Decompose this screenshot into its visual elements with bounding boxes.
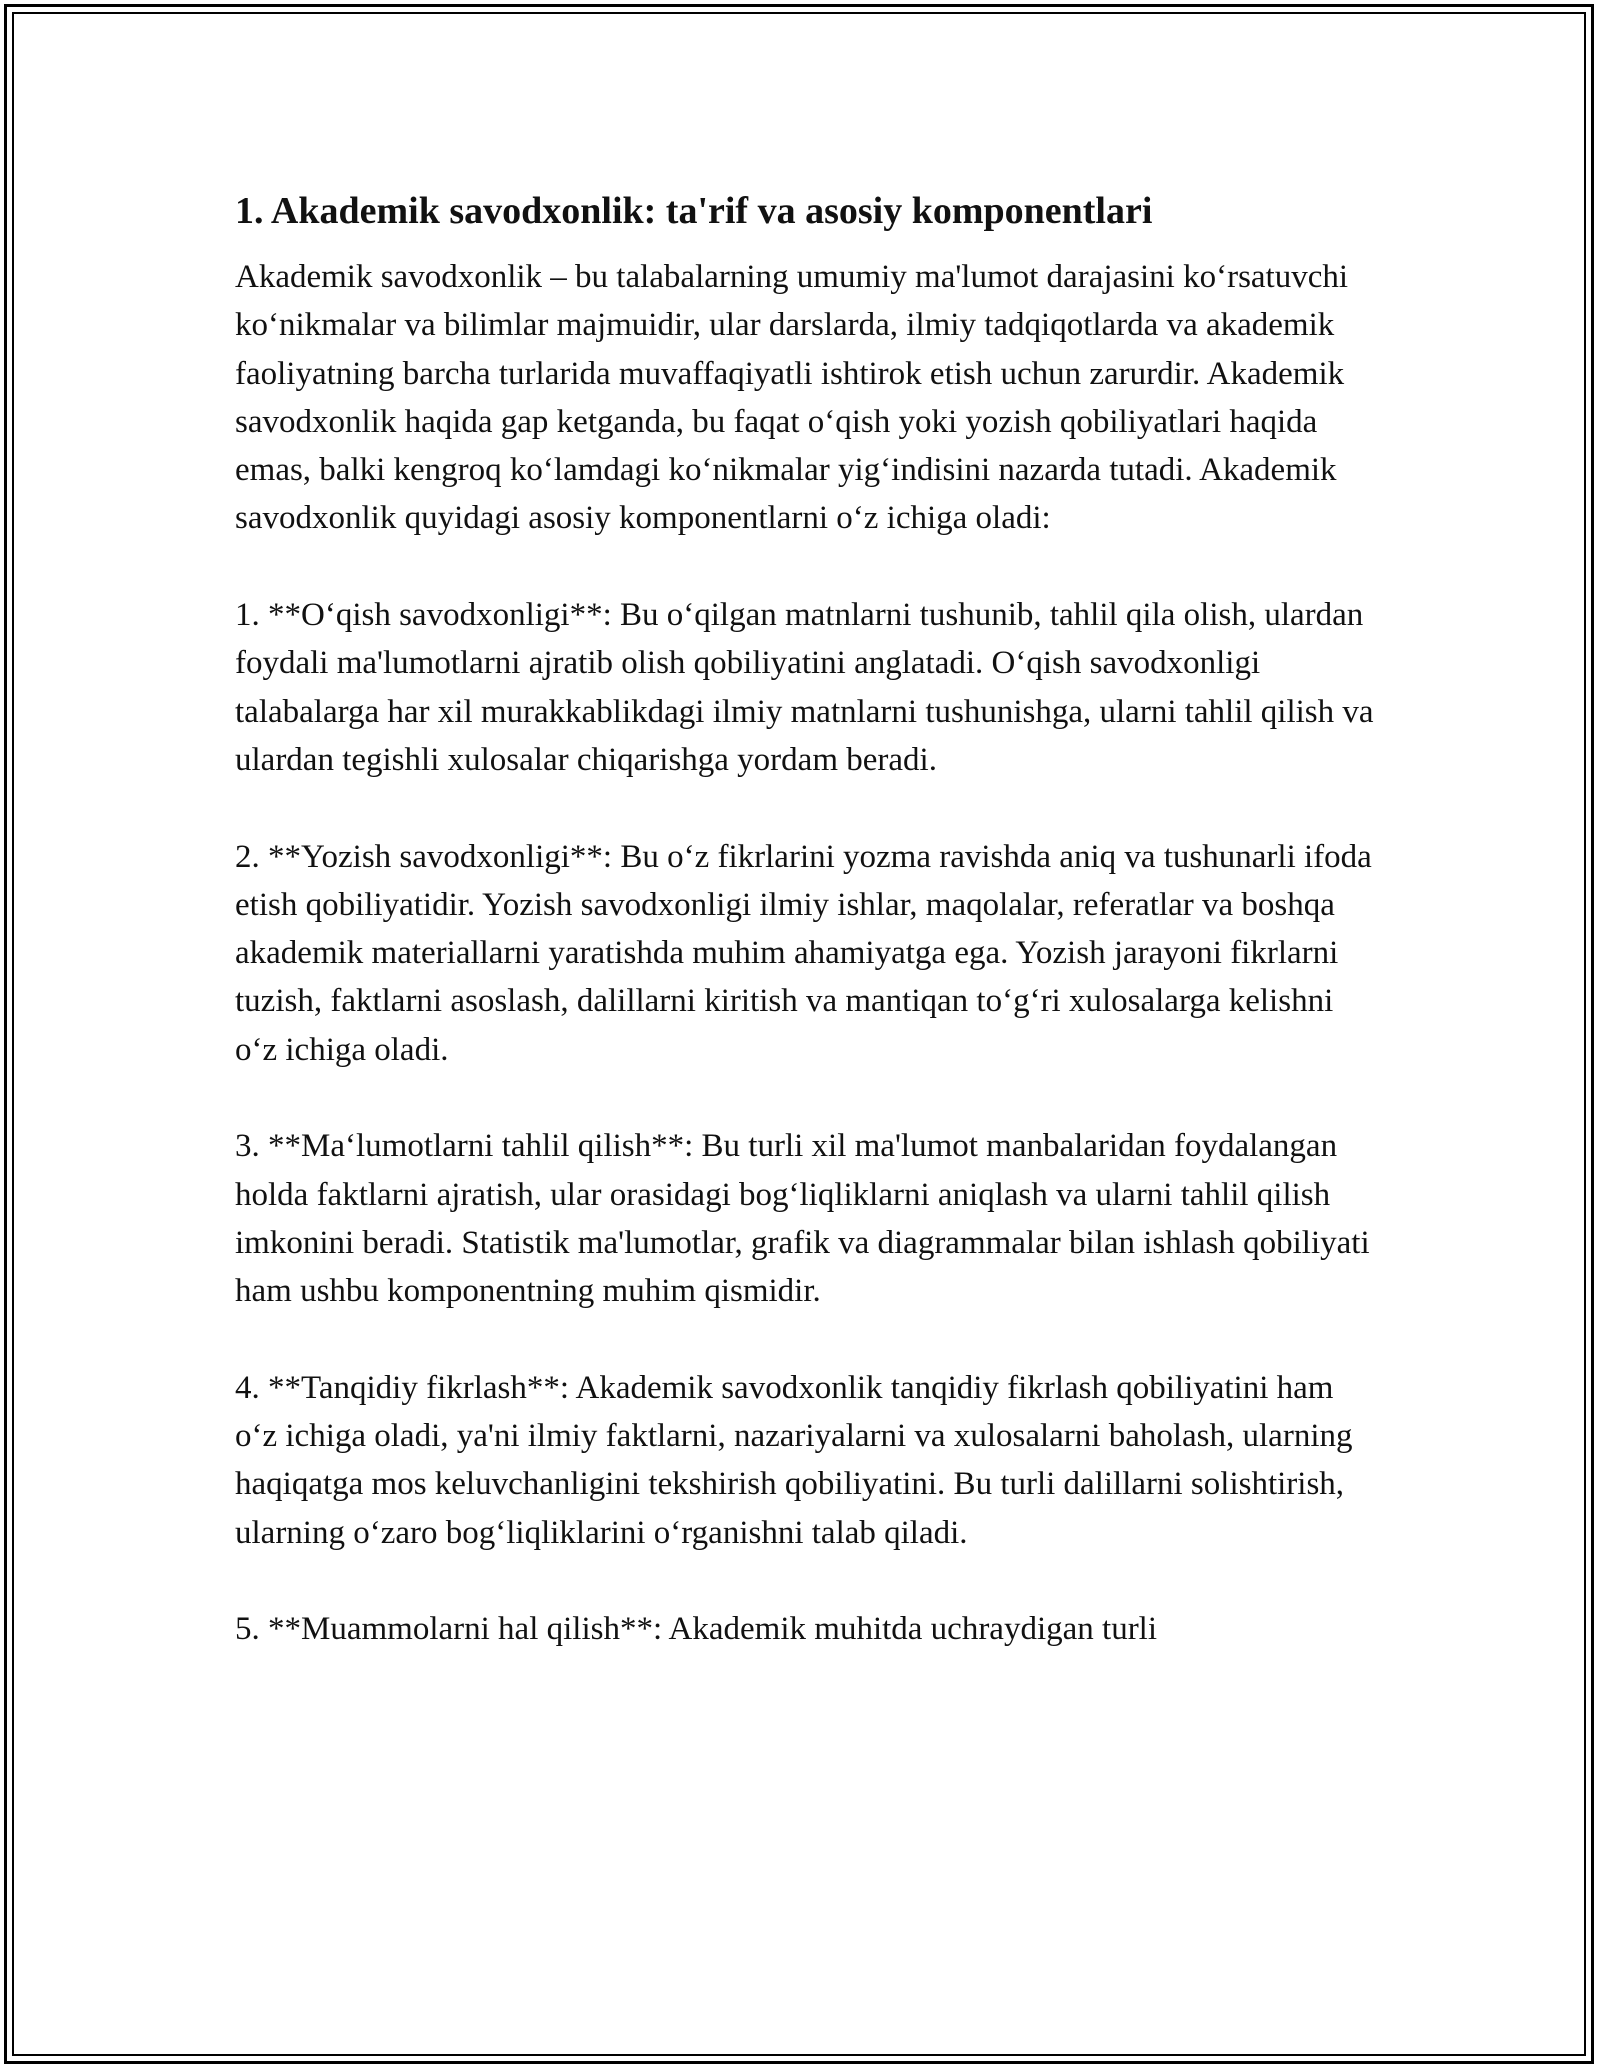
list-item-reading-literacy: 1. **O‘qish savodxonligi**: Bu o‘qilgan matnlarni tushunib, tahlil qila olish, ulardan foydali ma'lumotlarni ajratib olish qobiliyatini anglatadi. O‘qish savodxonligi talabalarga har xil murakkablikdagi ilmiy matnlarni tushunishga, ularni tahlil qilish va ulardan tegishli xulosalar chiqarishga yordam beradi.	[235, 597, 1374, 778]
intro-paragraph: Akademik savodxonlik – bu talabalarning umumiy ma'lumot darajasini ko‘rsatuvchi ko‘nikmalar va bilimlar majmuidir, ular darslarda, ilmiy tadqiqotlarda va akademik faoliyatning barcha turlarida muvaffaqiyatli ishtirok etish uchun zarurdir. Akademik savodxonlik haqida gap ketganda, bu faqat o‘qish yoki yozish qobiliyatlari haqida emas, balki kengroq ko‘lamdagi ko‘nikmalar yig‘indisini nazarda tutadi. Akademik savodxonlik quyidagi asosiy komponentlarni o‘z ichiga oladi:	[235, 259, 1349, 537]
list-item-data-analysis: 3. **Ma‘lumotlarni tahlil qilish**: Bu turli xil ma'lumot manbalaridan foydalangan holda faktlarni ajratish, ular orasidagi bog‘liqliklarni aniqlash va ularni tahlil qilish imkonini beradi. Statistik ma'lumotlar, grafik va diagrammalar bilan ishlash qobiliyati ham ushbu komponentning muhim qismidir.	[235, 1128, 1370, 1310]
section-heading: 1. Akademik savodxonlik: ta'rif va asosiy komponentlari	[235, 190, 1153, 232]
list-item-critical-thinking: 4. **Tanqidiy fikrlash**: Akademik savodxonlik tanqidiy fikrlash qobiliyatini ham o‘z ichiga oladi, ya'ni ilmiy faktlarni, nazariyalarni va xulosalarni baholash, ularning haqiqatga mos keluvchanligini tekshirish qobiliyatini. Bu turli dalillarni solishtirish, ularning o‘zaro bog‘liqliklarini o‘rganishni talab qiladi.	[235, 1369, 1353, 1551]
list-item-problem-solving: 5. **Muammolarni hal qilish**: Akademik muhitda uchraydigan turli	[235, 1611, 1158, 1648]
document-body	[235, 185, 1375, 1654]
list-item-writing-literacy: 2. **Yozish savodxonligi**: Bu o‘z fikrlarini yozma ravishda aniq va tushunarli ifoda etish qobiliyatidir. Yozish savodxonligi ilmiy ishlar, maqolalar, referatlar va boshqa akademik materiallarni yaratishda muhim ahamiyatga ega. Yozish jarayoni fikrlarni tuzish, faktlarni asoslash, dalillarni kiritish va mantiqan to‘g‘ri xulosalarga kelishni o‘z ichiga oladi.	[235, 838, 1372, 1068]
